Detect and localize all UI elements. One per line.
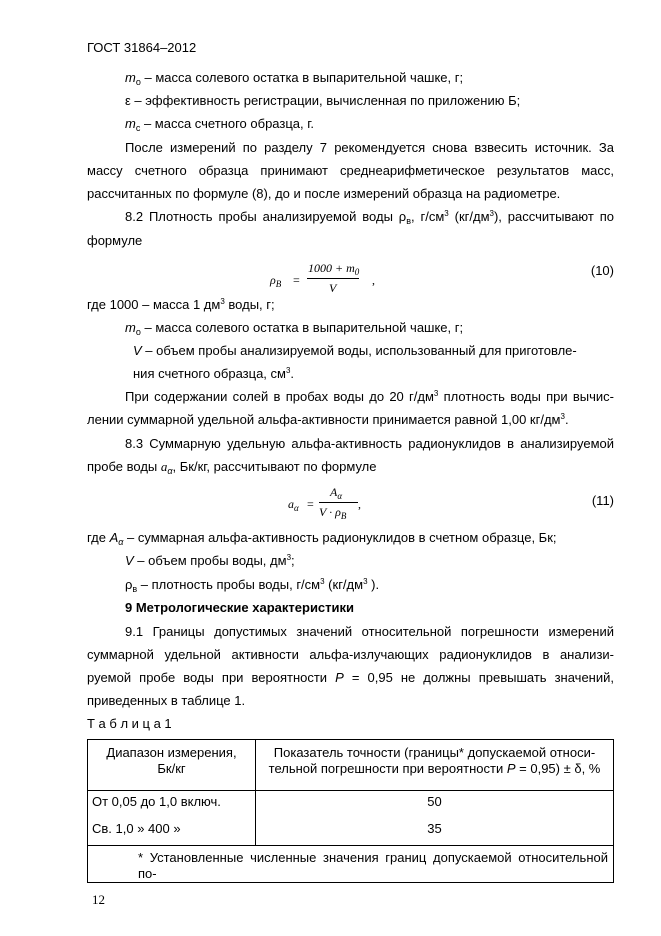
formula-number: (10)	[590, 263, 614, 278]
where-line: V – объем пробы анализируемой воды, использованный для приготовле-	[133, 343, 577, 358]
table-caption: Т а б л и ц а 1	[87, 716, 172, 731]
table-footnote-row	[88, 846, 614, 883]
formula-11: $a_\alpha$ = $A_\alpha$ $V \cdot \rho_В$ , (11)	[288, 485, 614, 521]
table-1	[87, 739, 614, 883]
section-heading: 9 Метрологические характеристики	[125, 600, 355, 615]
legend-line-epsilon: ε – эффективность регистрации, вычисленная по приложению Б;	[125, 93, 521, 108]
formula-11-lhs: $a_\alpha$	[288, 497, 299, 513]
paragraph-line: После измерений по разделу 7 рекомендуется снова взвесить источник. За	[125, 140, 614, 155]
paragraph-line: 8.2 Плотность пробы анализируемой воды $\rho_в$, $г/см^3$ $(кг/дм^3)$, рассчитывают по	[125, 209, 614, 226]
formula-number: (11)	[591, 493, 614, 508]
formula-10-lhs: $\rho_В$	[270, 273, 282, 289]
paragraph-line: лении суммарной удельной альфа-активности принимается равной 1,00 $кг/дм^3$.	[87, 412, 569, 427]
legend-line-mo: $m_o$ – масса солевого остатка в выпарительной чашке, г;	[125, 70, 464, 87]
paragraph-line: суммарной удельной активности альфа-излучающих радионуклидов в анализи-	[87, 647, 614, 662]
paragraph-line: пробе воды $a_\alpha$, Бк/кг, рассчитывают по формуле	[87, 459, 377, 476]
table-cell-value: 50 35	[256, 791, 614, 846]
formula-11-denominator: $V \cdot \rho_В$	[319, 505, 347, 521]
paragraph-line: При содержании солей в пробах воды до 20 $г/дм^3$ плотность воды при вычис-	[125, 389, 614, 404]
formula-11-bar	[319, 502, 358, 503]
page-header: ГОСТ 31864–2012	[87, 40, 197, 55]
where-line: где $A_\alpha$ – суммарная альфа-активность радионуклидов в счетном образце, Бк;	[87, 530, 557, 547]
formula-10-equals: =	[293, 273, 300, 287]
formula-10-denominator: V	[329, 281, 337, 295]
where-line: $\rho_в$ – плотность пробы воды, $г/см^3$ ($кг/дм^3$ ).	[125, 577, 380, 594]
table-row	[88, 791, 614, 846]
paragraph-line: формуле	[87, 233, 143, 248]
where-line: где 1000 – масса 1 $дм^3$ воды, г;	[87, 297, 275, 312]
paragraph-line: 9.1 Границы допустимых значений относительной погрешности измерений	[125, 624, 614, 639]
formula-11-equals: =	[307, 497, 314, 511]
where-line: ния счетного образца, $см^3$.	[133, 366, 295, 381]
table-header-row	[88, 740, 614, 791]
paragraph-line: приведенных в таблице 1.	[87, 693, 246, 708]
where-line: $m_o$ – масса солевого остатка в выпарительной чашке, г;	[125, 320, 464, 337]
formula-11-numerator: $A_\alpha$	[330, 485, 343, 501]
paragraph-line: 8.3 Суммарную удельную альфа-активность радионуклидов в анализируемой	[125, 436, 614, 451]
table-header-accuracy: Показатель точности (границы* допускаемой относи- тельной погрешности при вероятности P = 0,95) ± δ, %	[256, 740, 614, 791]
legend-line-mc: $m_c$ – масса счетного образца, г.	[125, 116, 315, 133]
table-footnote: * Установленные численные значения границ допускаемой относительной по-	[88, 846, 614, 883]
paragraph-line: рассчитанных по формуле (8), до и после измерений образца на радиометре.	[87, 186, 561, 201]
paragraph-line: руемой пробе воды при вероятности P = 0,95 не должны превышать значений,	[87, 670, 614, 685]
formula-10-bar	[307, 278, 359, 279]
table-cell-range: От 0,05 до 1,0 включ. Св. 1,0 » 400 »	[88, 791, 256, 846]
paragraph-line: массу счетного образца принимают среднеарифметическое результатов масс,	[87, 163, 614, 178]
table-header-range: Диапазон измерения, Бк/кг	[88, 740, 256, 791]
formula-10-numerator: $1000 + m_0$	[308, 261, 360, 277]
formula-10: $\rho_В$ = $1000 + m_0$ V , (10)	[270, 261, 614, 295]
page-number: 12	[92, 892, 105, 907]
where-line: V – объем пробы воды, $дм^3$;	[125, 553, 295, 568]
